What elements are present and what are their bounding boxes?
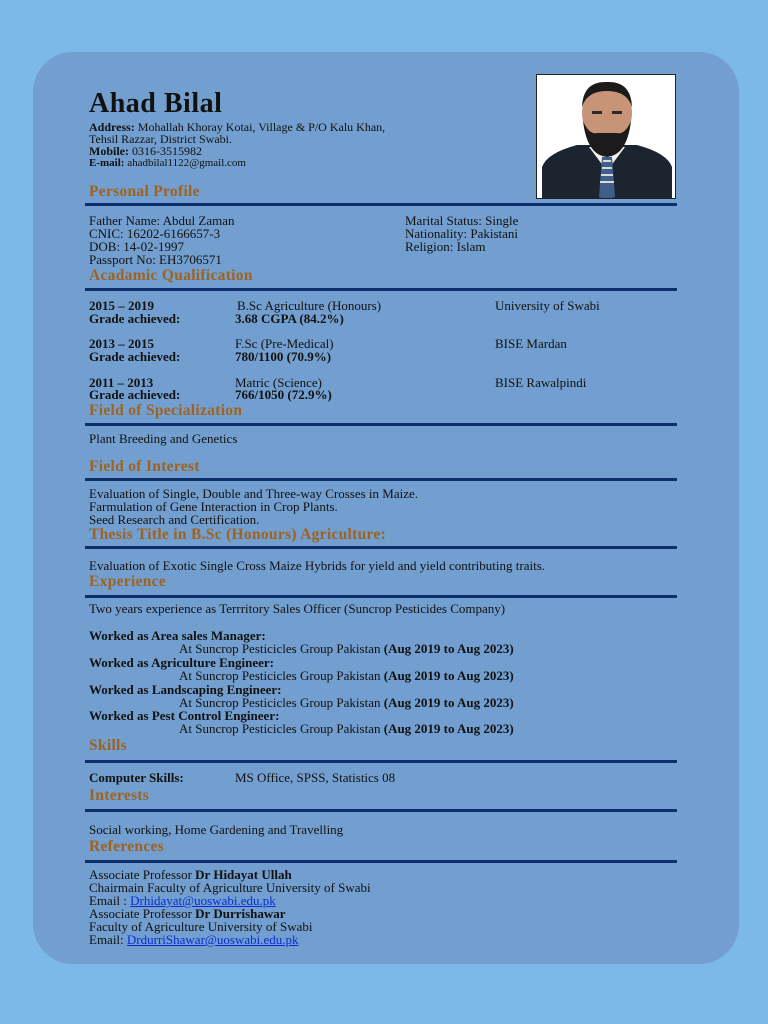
role-period: (Aug 2019 to Aug 2023) xyxy=(383,641,514,656)
edu-degree: Matric (Science) xyxy=(235,375,322,390)
section-divider xyxy=(85,760,677,763)
reference-email-label: Email: xyxy=(89,932,124,947)
role-title: Worked as Landscaping Engineer: xyxy=(89,682,282,697)
marital-status: Marital Status: Single xyxy=(405,213,519,228)
grade-label: Grade achieved: xyxy=(89,311,181,326)
interest-item: Evaluation of Single, Double and Three-way Crosses in Maize. xyxy=(89,486,419,501)
role-title: Worked as Pest Control Engineer: xyxy=(89,708,280,723)
section-divider xyxy=(85,288,677,291)
father-name: Father Name: Abdul Zaman xyxy=(89,213,235,228)
profile-photo xyxy=(536,74,676,199)
role-place: At Suncrop Pesticicles Group Pakistan xyxy=(179,641,381,656)
thesis-heading: Thesis Title in B.Sc (Honours) Agriculture: xyxy=(89,526,387,543)
interest-item: Seed Research and Certification. xyxy=(89,512,260,527)
grade-label: Grade achieved: xyxy=(89,349,181,364)
specialization-heading: Field of Specialization xyxy=(89,402,243,419)
edu-institution: BISE Rawalpindi xyxy=(495,375,587,390)
reference-email-link[interactable]: Drhidayat@uoswabi.edu.pk xyxy=(130,893,276,908)
thesis-text: Evaluation of Exotic Single Cross Maize Hybrids for yield and yield contributing traits. xyxy=(89,558,545,573)
edu-years: 2015 – 2019 xyxy=(89,298,154,313)
section-divider xyxy=(85,595,677,598)
role-place: At Suncrop Pesticicles Group Pakistan xyxy=(179,695,381,710)
role-title: Worked as Agriculture Engineer: xyxy=(89,655,275,670)
role-detail xyxy=(179,669,514,682)
section-divider xyxy=(85,860,677,863)
interest-heading: Field of Interest xyxy=(89,458,200,475)
email-value: ahadbilal1122@gmail.com xyxy=(127,157,246,169)
role-place: At Suncrop Pesticicles Group Pakistan xyxy=(179,721,381,736)
section-divider xyxy=(85,423,677,426)
skills-value: MS Office, SPSS, Statistics 08 xyxy=(235,770,396,785)
reference-email-label: Email : xyxy=(89,893,127,908)
dob: DOB: 14-02-1997 xyxy=(89,239,184,254)
section-divider xyxy=(85,203,677,206)
personal-profile-heading: Personal Profile xyxy=(89,183,200,200)
reference-email-link[interactable]: DrdurriShawar@uoswabi.edu.pk xyxy=(126,932,299,947)
interests-heading: Interests xyxy=(89,787,150,804)
address-label: Address: xyxy=(89,120,135,134)
role-detail xyxy=(179,722,514,735)
role-period: (Aug 2019 to Aug 2023) xyxy=(383,668,514,683)
references-heading: References xyxy=(89,838,165,855)
reference-email-line xyxy=(89,933,298,946)
candidate-name: Ahad Bilal xyxy=(89,88,223,119)
experience-heading: Experience xyxy=(89,573,167,590)
address-value: Mohallah Khoray Kotai, Village & P/O Kalu Khan, xyxy=(137,120,386,134)
edu-years: 2011 – 2013 xyxy=(89,375,154,390)
specialization-text: Plant Breeding and Genetics xyxy=(89,431,238,446)
mobile-label: Mobile: xyxy=(89,144,129,158)
reference-title: Associate Professor xyxy=(89,867,192,882)
academic-heading: Acadamic Qualification xyxy=(89,267,253,284)
interests-text: Social working, Home Gardening and Travelling xyxy=(89,822,344,837)
mobile-value: 0316-3515982 xyxy=(132,144,202,158)
section-divider xyxy=(85,809,677,812)
religion: Religion: Islam xyxy=(405,239,486,254)
passport-no: Passport No: EH3706571 xyxy=(89,252,222,267)
reference-org: Chairmain Faculty of Agriculture University of Swabi xyxy=(89,880,371,895)
email-label: E-mail: xyxy=(89,157,125,169)
edu-grade: 3.68 CGPA (84.2%) xyxy=(235,311,344,326)
edu-institution: University of Swabi xyxy=(495,298,600,313)
nationality: Nationality: Pakistani xyxy=(405,226,519,241)
edu-grade: 780/1100 (70.9%) xyxy=(235,349,332,364)
reference-name: Dr Durrishawar xyxy=(195,906,286,921)
role-title: Worked as Area sales Manager: xyxy=(89,628,266,643)
edu-degree: B.Sc Agriculture (Honours) xyxy=(237,298,382,313)
role-period: (Aug 2019 to Aug 2023) xyxy=(383,721,514,736)
section-divider xyxy=(85,546,677,549)
role-period: (Aug 2019 to Aug 2023) xyxy=(383,695,514,710)
edu-grade: 766/1050 (72.9%) xyxy=(235,387,332,402)
cnic: CNIC: 16202-6166657-3 xyxy=(89,226,221,241)
person-photo-icon xyxy=(537,75,676,199)
interest-item: Farmulation of Gene Interaction in Crop Plants. xyxy=(89,499,338,514)
edu-degree: F.Sc (Pre-Medical) xyxy=(235,336,334,351)
role-detail xyxy=(179,642,514,655)
grade-label: Grade achieved: xyxy=(89,387,181,402)
reference-title: Associate Professor xyxy=(89,906,192,921)
section-divider xyxy=(85,478,677,481)
reference-org: Faculty of Agriculture University of Swabi xyxy=(89,919,313,934)
email-line xyxy=(89,157,246,170)
skills-heading: Skills xyxy=(89,737,127,754)
address-line-2: Tehsil Razzar, District Swabi. xyxy=(89,132,232,146)
edu-institution: BISE Mardan xyxy=(495,336,567,351)
reference-name: Dr Hidayat Ullah xyxy=(195,867,292,882)
skills-label: Computer Skills: xyxy=(89,770,184,785)
edu-years: 2013 – 2015 xyxy=(89,336,154,351)
role-place: At Suncrop Pesticicles Group Pakistan xyxy=(179,668,381,683)
experience-summary: Two years experience as Terrritory Sales Officer (Suncrop Pesticides Company) xyxy=(89,601,506,616)
